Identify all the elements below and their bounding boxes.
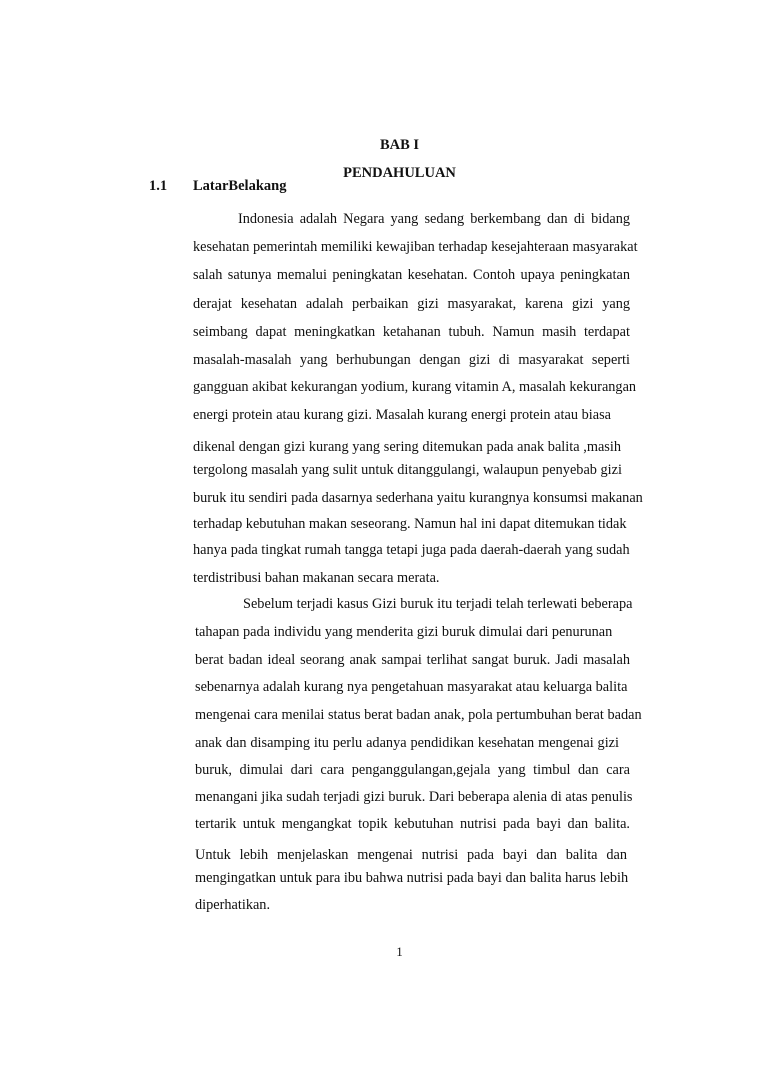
paragraph-line: energi protein atau kurang gizi. Masalah kurang energi protein atau biasa bbox=[193, 407, 611, 423]
paragraph-line: terdistribusi bahan makanan secara merata. bbox=[193, 570, 440, 586]
paragraph-line: gangguan akibat kekurangan yodium, kurang vitamin A, masalah kekurangan bbox=[193, 379, 637, 395]
paragraph-line: Indonesia adalah Negara yang sedang berkembang dan di bidang bbox=[238, 211, 630, 227]
chapter-heading: BAB I bbox=[379, 137, 420, 153]
chapter-title: PENDAHULUAN bbox=[343, 165, 456, 181]
page-number: 1 bbox=[396, 944, 403, 959]
paragraph-line: berat badan ideal seorang anak sampai terlihat sangat buruk. Jadi masalah bbox=[195, 652, 630, 668]
paragraph-line: dikenal dengan gizi kurang yang sering ditemukan pada anak balita ,masih bbox=[193, 439, 621, 455]
paragraph-line: masalah-masalah yang berhubungan dengan gizi di masyarakat seperti bbox=[193, 352, 630, 368]
paragraph-line: tahapan pada individu yang menderita gizi buruk dimulai dari penurunan bbox=[195, 624, 613, 640]
paragraph-line: derajat kesehatan adalah perbaikan gizi masyarakat, karena gizi yang bbox=[193, 296, 630, 312]
paragraph-line: terhadap kebutuhan makan seseorang. Namun hal ini dapat ditemukan tidak bbox=[193, 516, 627, 532]
paragraph-line: tergolong masalah yang sulit untuk ditanggulangi, walaupun penyebab gizi bbox=[193, 462, 622, 478]
paragraph-line: buruk itu sendiri pada dasarnya sederhana yaitu kurangnya konsumsi makanan bbox=[193, 490, 643, 506]
paragraph-line: sebenarnya adalah kurang nya pengetahuan masyarakat atau keluarga balita bbox=[195, 679, 628, 695]
paragraph-line: seimbang dapat meningkatkan ketahanan tubuh. Namun masih terdapat bbox=[193, 324, 630, 340]
paragraph-line: salah satunya memalui peningkatan kesehatan. Contoh upaya peningkatan bbox=[193, 267, 630, 283]
section-number: 1.1 bbox=[149, 178, 168, 194]
paragraph-line: kesehatan pemerintah memiliki kewajiban terhadap kesejahteraan masyarakat bbox=[193, 239, 638, 255]
paragraph-line: Untuk lebih menjelaskan mengenai nutrisi pada bayi dan balita dan bbox=[195, 847, 627, 863]
paragraph-line: tertarik untuk mengangkat topik kebutuhan nutrisi pada bayi dan balita. bbox=[195, 816, 630, 832]
paragraph-line: mengenai cara menilai status berat badan anak, pola pertumbuhan berat badan bbox=[195, 707, 642, 723]
paragraph-line: menangani jika sudah terjadi gizi buruk. Dari beberapa alenia di atas penulis bbox=[195, 789, 633, 805]
section-title: LatarBelakang bbox=[193, 178, 287, 194]
paragraph-line: buruk, dimulai dari cara penganggulangan,gejala yang timbul dan cara bbox=[195, 762, 630, 778]
paragraph-line: hanya pada tingkat rumah tangga tetapi juga pada daerah-daerah yang sudah bbox=[193, 542, 630, 558]
paragraph-line: diperhatikan. bbox=[195, 897, 271, 913]
paragraph-line: mengingatkan untuk para ibu bahwa nutrisi pada bayi dan balita harus lebih bbox=[195, 870, 629, 886]
paragraph-line: Sebelum terjadi kasus Gizi buruk itu terjadi telah terlewati beberapa bbox=[243, 596, 633, 612]
paragraph-line: anak dan disamping itu perlu adanya pendidikan kesehatan mengenai gizi bbox=[195, 735, 619, 751]
